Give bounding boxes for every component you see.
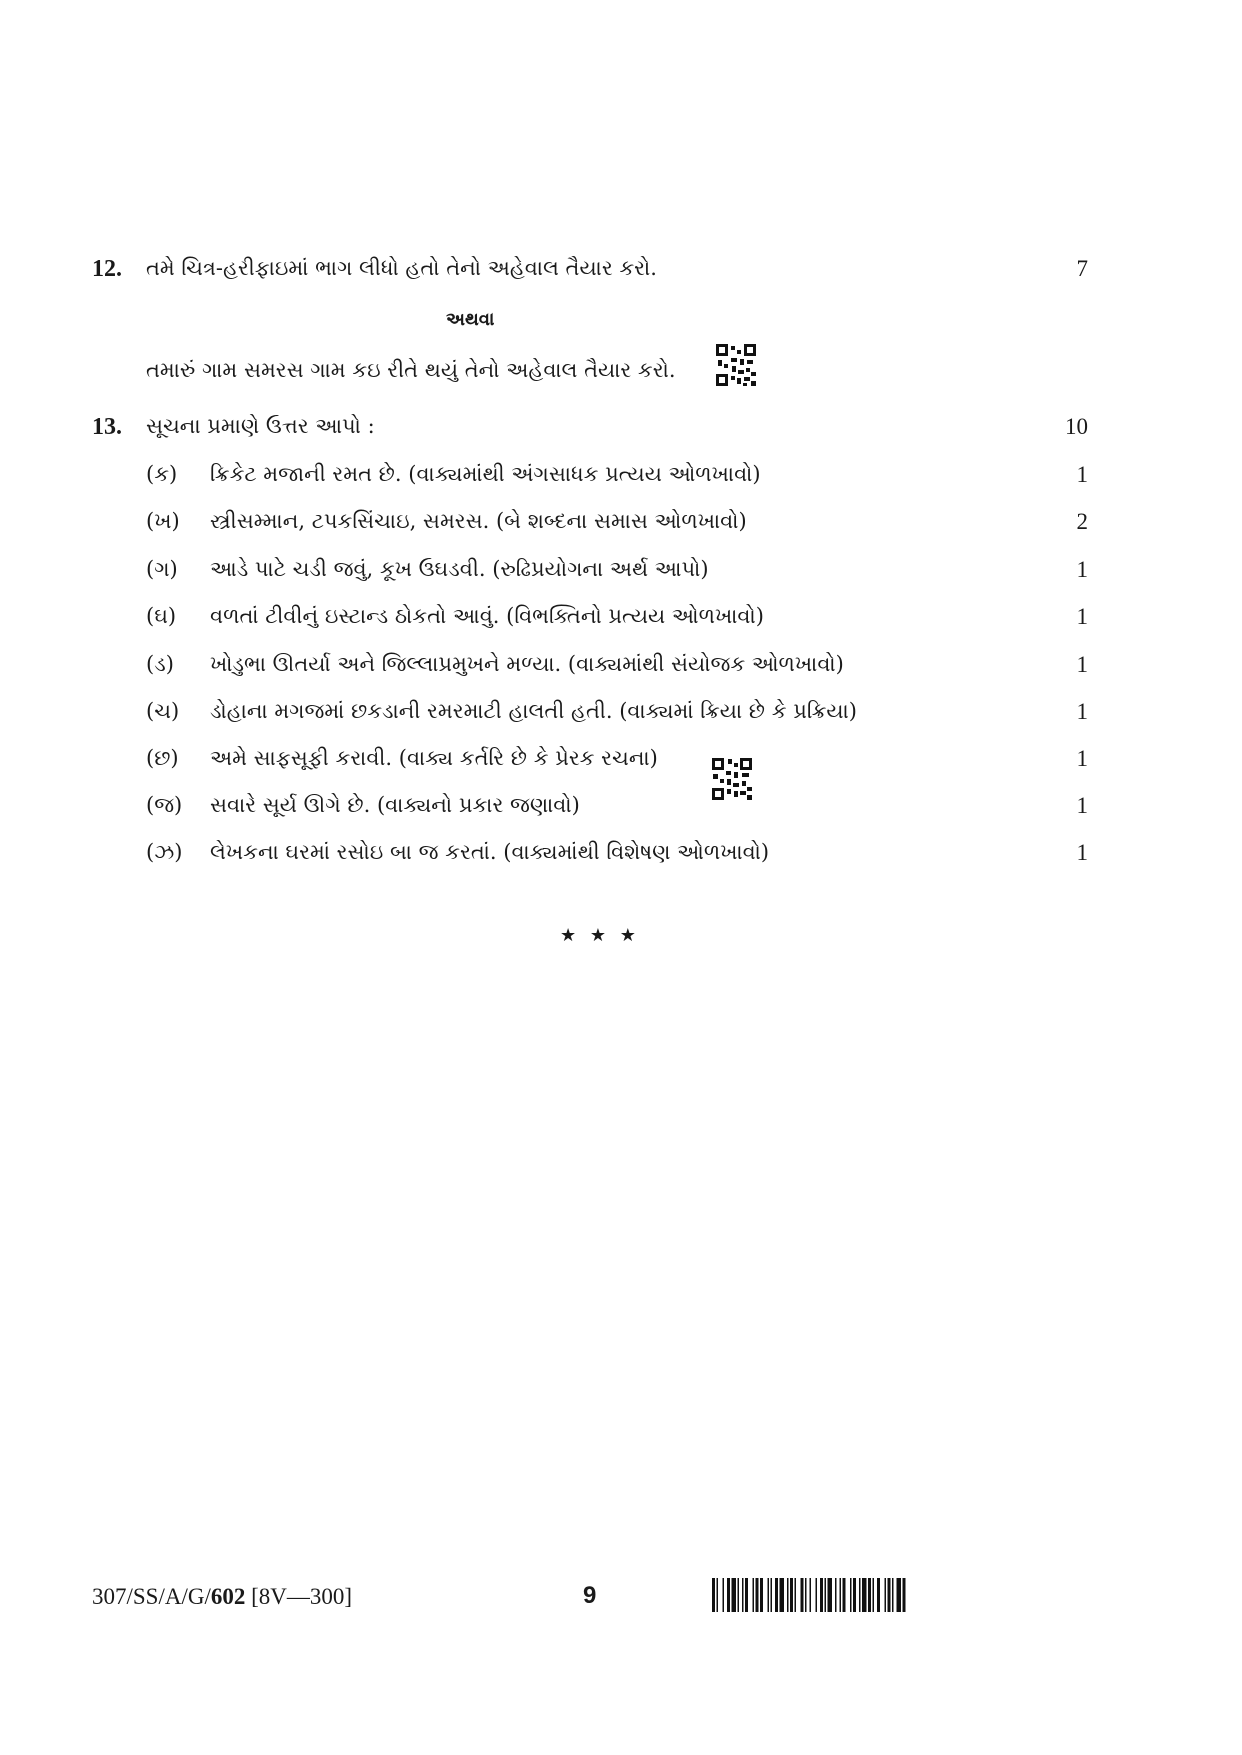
item-text: અમે સાફસૂફી કરાવી. (વાક્ય કર્તરિ છે કે પ્રેરક રચના) bbox=[210, 746, 658, 770]
question-13-marks: 10 bbox=[1065, 414, 1088, 439]
qr-code-icon bbox=[712, 758, 752, 800]
item-text: વળતાં ટીવીનું ઇસ્ટાન્ડ ઠોકતો આવું. (વિભક્તિનો પ્રત્યય ઓળખાવો) bbox=[210, 604, 764, 628]
question-12-number: 12. bbox=[92, 256, 122, 282]
item-label: (ચ) bbox=[146, 699, 180, 723]
item-marks: 1 bbox=[1076, 746, 1088, 771]
item-label: (ક) bbox=[146, 462, 178, 486]
item-text: ક્રિકેટ મજાની રમત છે. (વાક્યમાંથી અંગસાધક પ્રત્યય ઓળખાવો) bbox=[210, 462, 761, 486]
item-marks: 1 bbox=[1076, 462, 1088, 487]
item-text: ડોહાના મગજમાં છકડાની રમરમાટી હાલતી હતી. (વાક્યમાં ક્રિયા છે કે પ્રક્રિયા) bbox=[210, 699, 857, 723]
paper-code-suffix: [8V—300] bbox=[245, 1584, 353, 1609]
item-marks: 1 bbox=[1076, 652, 1088, 677]
page-number: 9 bbox=[583, 1582, 597, 1609]
item-label: (ગ) bbox=[146, 557, 178, 581]
end-of-paper-stars: ★ ★ ★ bbox=[560, 925, 640, 946]
item-text: લેખકના ઘરમાં રસોઇ બા જ કરતાં. (વાક્યમાંથી વિશેષણ ઓળખાવો) bbox=[210, 840, 770, 864]
paper-code-prefix: 307/SS/A/G/ bbox=[92, 1584, 211, 1609]
item-label: (ખ) bbox=[146, 509, 180, 533]
item-label: (ઝ) bbox=[146, 840, 183, 864]
or-label: અથવા bbox=[446, 309, 495, 330]
item-marks: 1 bbox=[1076, 557, 1088, 582]
item-label: (ઘ) bbox=[146, 604, 177, 628]
item-marks: 1 bbox=[1076, 699, 1088, 724]
item-marks: 1 bbox=[1076, 793, 1088, 818]
item-marks: 2 bbox=[1076, 509, 1088, 534]
question-13-number: 13. bbox=[92, 414, 122, 440]
item-text: ખોડુભા ઊતર્યા અને જિલ્લાપ્રમુખને મળ્યા. (વાક્યમાંથી સંયોજક ઓળખાવો) bbox=[210, 652, 844, 676]
item-text: સવારે સૂર્ય ઊગે છે. (વાક્યનો પ્રકાર જણાવો) bbox=[210, 793, 580, 817]
question-12-marks: 7 bbox=[1076, 256, 1088, 281]
item-label: (છ) bbox=[146, 746, 179, 770]
item-label: (જ) bbox=[146, 793, 183, 817]
item-text: આડે પાટે ચડી જવું, કૂખ ઉઘડવી. (રુઢિપ્રયોગના અર્થ આપો) bbox=[210, 557, 709, 581]
item-text: સ્ત્રીસમ્માન, ટપકસિંચાઇ, સમરસ. (બે શબ્દના સમાસ ઓળખાવો) bbox=[210, 509, 747, 533]
item-marks: 1 bbox=[1076, 840, 1088, 865]
paper-code-bold: 602 bbox=[210, 1584, 246, 1609]
item-label: (ડ) bbox=[146, 652, 174, 676]
question-12-text: તમે ચિત્ર-હરીફાઇમાં ભાગ લીધો હતો તેનો અહેવાલ તૈયાર કરો. bbox=[146, 256, 657, 280]
question-12-alt-text: તમારું ગામ સમરસ ગામ કઇ રીતે થયું તેનો અહેવાલ તૈયાર કરો. bbox=[146, 358, 676, 382]
item-marks: 1 bbox=[1076, 604, 1088, 629]
barcode-icon bbox=[712, 1578, 998, 1612]
question-13-text: સૂચના પ્રમાણે ઉત્તર આપો : bbox=[146, 414, 375, 438]
paper-code bbox=[92, 1584, 352, 1610]
qr-code-icon bbox=[716, 344, 756, 386]
